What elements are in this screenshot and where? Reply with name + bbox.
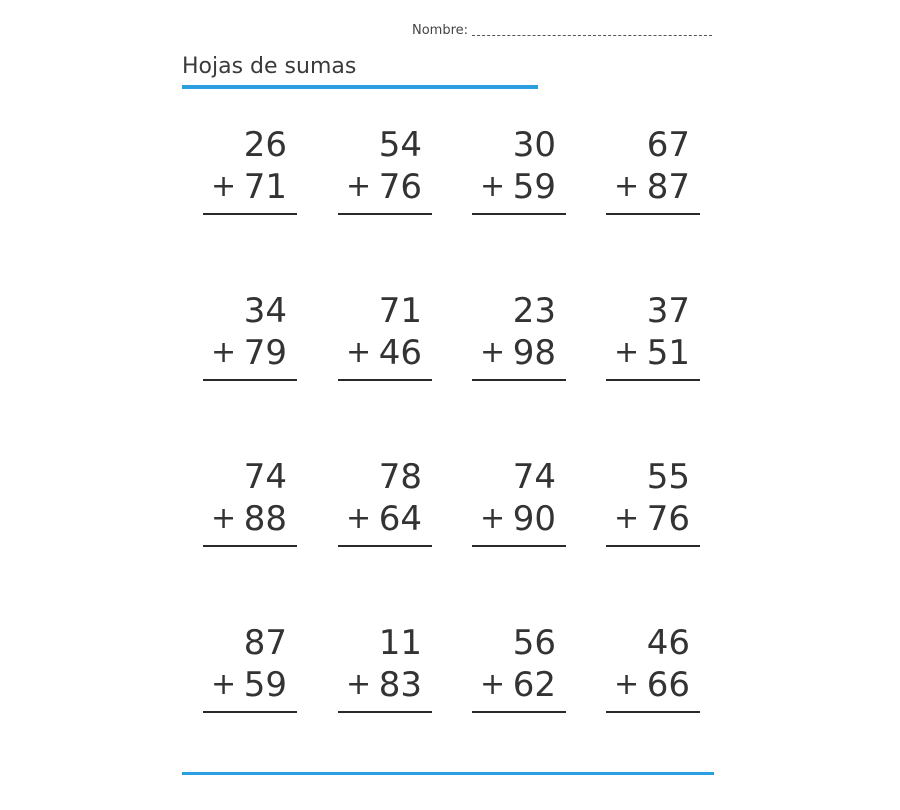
operator-row bbox=[342, 499, 422, 539]
addend-bottom: 59 bbox=[243, 665, 287, 705]
answer-line[interactable] bbox=[338, 379, 432, 381]
addition-problem bbox=[203, 457, 299, 560]
answer-line[interactable] bbox=[606, 545, 700, 547]
addend-top: 34 bbox=[243, 291, 287, 331]
answer-line[interactable] bbox=[203, 545, 297, 547]
operator-row bbox=[476, 333, 556, 373]
addend-bottom: 76 bbox=[646, 499, 690, 539]
addend-top: 30 bbox=[512, 125, 556, 165]
answer-line[interactable] bbox=[338, 711, 432, 713]
answer-line[interactable] bbox=[203, 711, 297, 713]
addition-problem bbox=[338, 291, 434, 394]
operator-row bbox=[207, 499, 287, 539]
addition-problem bbox=[472, 457, 568, 560]
addend-bottom: 64 bbox=[378, 499, 422, 539]
addend-bottom: 79 bbox=[243, 333, 287, 373]
addend-bottom: 87 bbox=[646, 167, 690, 207]
addition-problem bbox=[606, 457, 702, 560]
operator-row bbox=[610, 167, 690, 207]
answer-line[interactable] bbox=[606, 711, 700, 713]
addend-top: 23 bbox=[512, 291, 556, 331]
plus-sign: + bbox=[211, 335, 237, 370]
footer-divider bbox=[182, 772, 714, 775]
answer-line[interactable] bbox=[606, 213, 700, 215]
plus-sign: + bbox=[346, 169, 372, 204]
addition-problem bbox=[203, 291, 299, 394]
addend-bottom: 46 bbox=[378, 333, 422, 373]
answer-line[interactable] bbox=[472, 711, 566, 713]
addend-top: 55 bbox=[646, 457, 690, 497]
addend-top: 46 bbox=[646, 623, 690, 663]
addend-bottom: 66 bbox=[646, 665, 690, 705]
name-label: Nombre: bbox=[412, 23, 469, 38]
operator-row bbox=[610, 499, 690, 539]
plus-sign: + bbox=[211, 169, 237, 204]
plus-sign: + bbox=[614, 169, 640, 204]
plus-sign: + bbox=[614, 335, 640, 370]
plus-sign: + bbox=[480, 501, 506, 536]
answer-line[interactable] bbox=[472, 379, 566, 381]
addition-problem bbox=[606, 125, 702, 228]
answer-line[interactable] bbox=[472, 545, 566, 547]
answer-line[interactable] bbox=[338, 213, 432, 215]
addition-problem bbox=[606, 291, 702, 394]
operator-row bbox=[207, 333, 287, 373]
plus-sign: + bbox=[614, 667, 640, 702]
operator-row bbox=[342, 665, 422, 705]
answer-line[interactable] bbox=[203, 213, 297, 215]
plus-sign: + bbox=[346, 501, 372, 536]
addend-top: 71 bbox=[378, 291, 422, 331]
addend-bottom: 76 bbox=[378, 167, 422, 207]
page-title: Hojas de sumas bbox=[182, 54, 357, 79]
answer-line[interactable] bbox=[338, 545, 432, 547]
addend-top: 67 bbox=[646, 125, 690, 165]
addend-top: 87 bbox=[243, 623, 287, 663]
addend-top: 26 bbox=[243, 125, 287, 165]
addend-top: 74 bbox=[243, 457, 287, 497]
addition-problem bbox=[203, 125, 299, 228]
addition-problem bbox=[472, 291, 568, 394]
addend-bottom: 90 bbox=[512, 499, 556, 539]
plus-sign: + bbox=[614, 501, 640, 536]
addition-problem bbox=[338, 623, 434, 726]
operator-row bbox=[342, 333, 422, 373]
addend-bottom: 83 bbox=[378, 665, 422, 705]
operator-row bbox=[476, 499, 556, 539]
answer-line[interactable] bbox=[203, 379, 297, 381]
addition-problem bbox=[338, 125, 434, 228]
answer-line[interactable] bbox=[606, 379, 700, 381]
plus-sign: + bbox=[480, 335, 506, 370]
answer-line[interactable] bbox=[472, 213, 566, 215]
operator-row bbox=[207, 167, 287, 207]
plus-sign: + bbox=[211, 667, 237, 702]
addend-bottom: 98 bbox=[512, 333, 556, 373]
addend-bottom: 62 bbox=[512, 665, 556, 705]
addend-bottom: 71 bbox=[243, 167, 287, 207]
operator-row bbox=[476, 665, 556, 705]
addition-problem bbox=[472, 623, 568, 726]
plus-sign: + bbox=[480, 667, 506, 702]
addend-bottom: 59 bbox=[512, 167, 556, 207]
addition-problem bbox=[472, 125, 568, 228]
operator-row bbox=[207, 665, 287, 705]
addend-top: 78 bbox=[378, 457, 422, 497]
addend-top: 54 bbox=[378, 125, 422, 165]
addend-bottom: 88 bbox=[243, 499, 287, 539]
addend-top: 56 bbox=[512, 623, 556, 663]
addend-top: 74 bbox=[512, 457, 556, 497]
operator-row bbox=[342, 167, 422, 207]
plus-sign: + bbox=[480, 169, 506, 204]
addend-bottom: 51 bbox=[646, 333, 690, 373]
addition-problem bbox=[203, 623, 299, 726]
addition-problem bbox=[606, 623, 702, 726]
operator-row bbox=[610, 665, 690, 705]
addend-top: 11 bbox=[378, 623, 422, 663]
plus-sign: + bbox=[346, 335, 372, 370]
addend-top: 37 bbox=[646, 291, 690, 331]
plus-sign: + bbox=[346, 667, 372, 702]
addition-problem bbox=[338, 457, 434, 560]
operator-row bbox=[476, 167, 556, 207]
plus-sign: + bbox=[211, 501, 237, 536]
operator-row bbox=[610, 333, 690, 373]
